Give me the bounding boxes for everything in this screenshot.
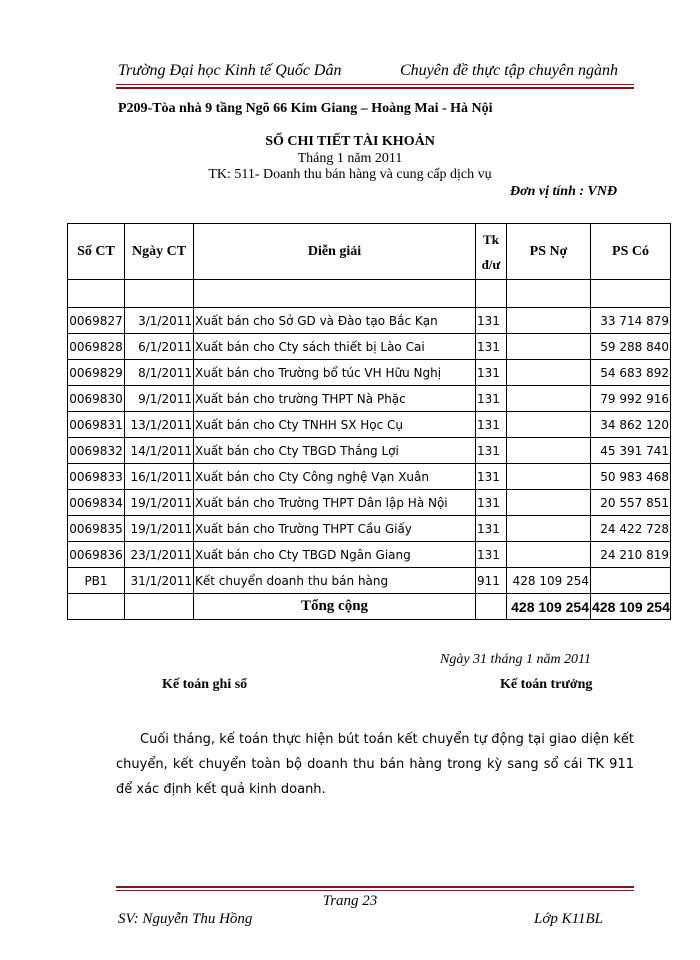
table-row <box>68 334 671 360</box>
cell-so-ct: 0069827 <box>68 308 125 334</box>
cell-tk: 131 <box>476 360 507 386</box>
ledger-unit: Đơn vị tính : VNĐ <box>510 184 618 199</box>
header-school: Trường Đại học Kinh tế Quốc Dân <box>118 62 342 79</box>
cell-tk: 131 <box>476 412 507 438</box>
cell-tk: 131 <box>476 438 507 464</box>
body-paragraph: Cuối tháng, kế toán thực hiện bút toán kết chuyển tự động tại giao diện kết chuyển, kết chuyển toàn bộ doanh thu bán hàng trong kỳ sang sổ cái TK 911 để xác định kết quả kinh doanh. <box>116 732 634 797</box>
cell-so-ct: 0069830 <box>68 386 125 412</box>
col-header-ngay-ct: Ngày CT <box>125 224 194 280</box>
cell-ps-co: 54 683 892 <box>591 360 671 386</box>
cell-so-ct: 0069832 <box>68 438 125 464</box>
cell-ngay-ct: 3/1/2011 <box>125 308 194 334</box>
cell-ps-co: 20 557 851 <box>591 490 671 516</box>
cell-ps-co <box>591 568 671 594</box>
cell-ps-co: 50 983 468 <box>591 464 671 490</box>
cell-tk: 911 <box>476 568 507 594</box>
cell-ngay-ct: 9/1/2011 <box>125 386 194 412</box>
cell-dien-giai: Xuất bán cho Trường bổ túc VH Hữu Nghị <box>194 360 476 386</box>
cell-ps-no <box>507 334 591 360</box>
cell-ngay-ct: 14/1/2011 <box>125 438 194 464</box>
cell-so-ct: PB1 <box>68 568 125 594</box>
total-empty-2 <box>125 594 194 620</box>
cell-ps-no <box>507 386 591 412</box>
cell-dien-giai: Kết chuyển doanh thu bán hàng <box>194 568 476 594</box>
footer-rule-thick <box>116 886 634 888</box>
cell-dien-giai: Xuất bán cho Trường THPT Dân lập Hà Nội <box>194 490 476 516</box>
cell-ps-no <box>507 412 591 438</box>
cell-ps-co: 24 422 728 <box>591 516 671 542</box>
total-row <box>68 594 671 620</box>
footer-class: Lớp K11BL <box>534 911 603 927</box>
table-header-row <box>68 224 671 280</box>
table-row <box>68 568 671 594</box>
signature-date: Ngày 31 tháng 1 năm 2011 <box>440 652 592 667</box>
cell-dien-giai: Xuất bán cho Cty TBGD Thắng Lợi <box>194 438 476 464</box>
cell-so-ct: 0069833 <box>68 464 125 490</box>
cell-dien-giai: Xuất bán cho trường THPT Nà Phặc <box>194 386 476 412</box>
table-row <box>68 542 671 568</box>
company-address: P209-Tòa nhà 9 tầng Ngõ 66 Kim Giang – Hoàng Mai - Hà Nội <box>118 101 493 116</box>
cell-dien-giai: Xuất bán cho Cty TBGD Ngân Giang <box>194 542 476 568</box>
cell-dien-giai: Xuất bán cho Trường THPT Cầu Giấy <box>194 516 476 542</box>
cell-so-ct: 0069835 <box>68 516 125 542</box>
cell-ngay-ct: 19/1/2011 <box>125 490 194 516</box>
blank-row <box>68 280 671 308</box>
table-row <box>68 360 671 386</box>
cell-dien-giai: Xuất bán cho Cty TNHH SX Học Cụ <box>194 412 476 438</box>
total-ps-no: 428 109 254 <box>507 594 591 620</box>
col-header-so-ct: Số CT <box>68 224 125 280</box>
cell-ps-co: 45 391 741 <box>591 438 671 464</box>
cell-ngay-ct: 19/1/2011 <box>125 516 194 542</box>
cell-ps-no <box>507 516 591 542</box>
cell-ps-co: 34 862 120 <box>591 412 671 438</box>
cell-so-ct: 0069828 <box>68 334 125 360</box>
signature-bookkeeper: Kế toán ghi sổ <box>162 677 248 692</box>
table-row <box>68 464 671 490</box>
table-row <box>68 308 671 334</box>
cell-ngay-ct: 16/1/2011 <box>125 464 194 490</box>
cell-ngay-ct: 23/1/2011 <box>125 542 194 568</box>
cell-tk: 131 <box>476 386 507 412</box>
cell-tk: 131 <box>476 490 507 516</box>
cell-so-ct: 0069836 <box>68 542 125 568</box>
cell-dien-giai: Xuất bán cho Cty Công nghệ Vạn Xuân <box>194 464 476 490</box>
cell-so-ct: 0069831 <box>68 412 125 438</box>
cell-so-ct: 0069834 <box>68 490 125 516</box>
cell-ps-co: 79 992 916 <box>591 386 671 412</box>
col-header-ps-co: PS Có <box>591 224 671 280</box>
cell-ps-no: 428 109 254 <box>507 568 591 594</box>
table-row <box>68 490 671 516</box>
cell-ps-no <box>507 438 591 464</box>
cell-dien-giai: Xuất bán cho Cty sách thiết bị Lào Cai <box>194 334 476 360</box>
cell-ps-co: 24 210 819 <box>591 542 671 568</box>
cell-dien-giai: Xuất bán cho Sở GD và Đào tạo Bắc Kạn <box>194 308 476 334</box>
cell-so-ct: 0069829 <box>68 360 125 386</box>
total-label: Tổng cộng <box>194 594 476 620</box>
signature-chief-accountant: Kế toán trưởng <box>500 677 593 692</box>
cell-tk: 131 <box>476 334 507 360</box>
cell-ps-co: 59 288 840 <box>591 334 671 360</box>
cell-ngay-ct: 6/1/2011 <box>125 334 194 360</box>
footer-student: SV: Nguyễn Thu Hồng <box>118 911 253 927</box>
total-empty-1 <box>68 594 125 620</box>
header-rule-thick <box>116 87 634 89</box>
cell-tk: 131 <box>476 542 507 568</box>
total-empty-3 <box>476 594 507 620</box>
cell-ngay-ct: 31/1/2011 <box>125 568 194 594</box>
header-topic: Chuyên đề thực tập chuyên ngành <box>400 62 618 79</box>
page-number: Trang 23 <box>322 893 378 909</box>
cell-tk: 131 <box>476 516 507 542</box>
table-row <box>68 438 671 464</box>
ledger-title: SỔ CHI TIẾT TÀI KHOẢN <box>265 134 435 149</box>
col-header-dien-giai: Diễn giải <box>194 224 476 280</box>
cell-ngay-ct: 13/1/2011 <box>125 412 194 438</box>
cell-ps-no <box>507 490 591 516</box>
header-rule <box>116 84 634 85</box>
cell-tk: 131 <box>476 308 507 334</box>
total-ps-co: 428 109 254 <box>591 594 671 620</box>
cell-ngay-ct: 8/1/2011 <box>125 360 194 386</box>
cell-ps-no <box>507 464 591 490</box>
ledger-period: Tháng 1 năm 2011 <box>297 151 403 166</box>
ledger-account: TK: 511- Doanh thu bán hàng và cung cấp dịch vụ <box>208 167 492 182</box>
cell-ps-co: 33 714 879 <box>591 308 671 334</box>
col-header-ps-no: PS Nợ <box>507 224 591 280</box>
col-header-tk: Tk đ/ư <box>476 224 507 280</box>
footer-rule <box>116 890 634 891</box>
cell-tk: 131 <box>476 464 507 490</box>
ledger-table <box>67 223 671 620</box>
table-row <box>68 386 671 412</box>
cell-ps-no <box>507 308 591 334</box>
table-row <box>68 412 671 438</box>
table-row <box>68 516 671 542</box>
cell-ps-no <box>507 360 591 386</box>
cell-ps-no <box>507 542 591 568</box>
